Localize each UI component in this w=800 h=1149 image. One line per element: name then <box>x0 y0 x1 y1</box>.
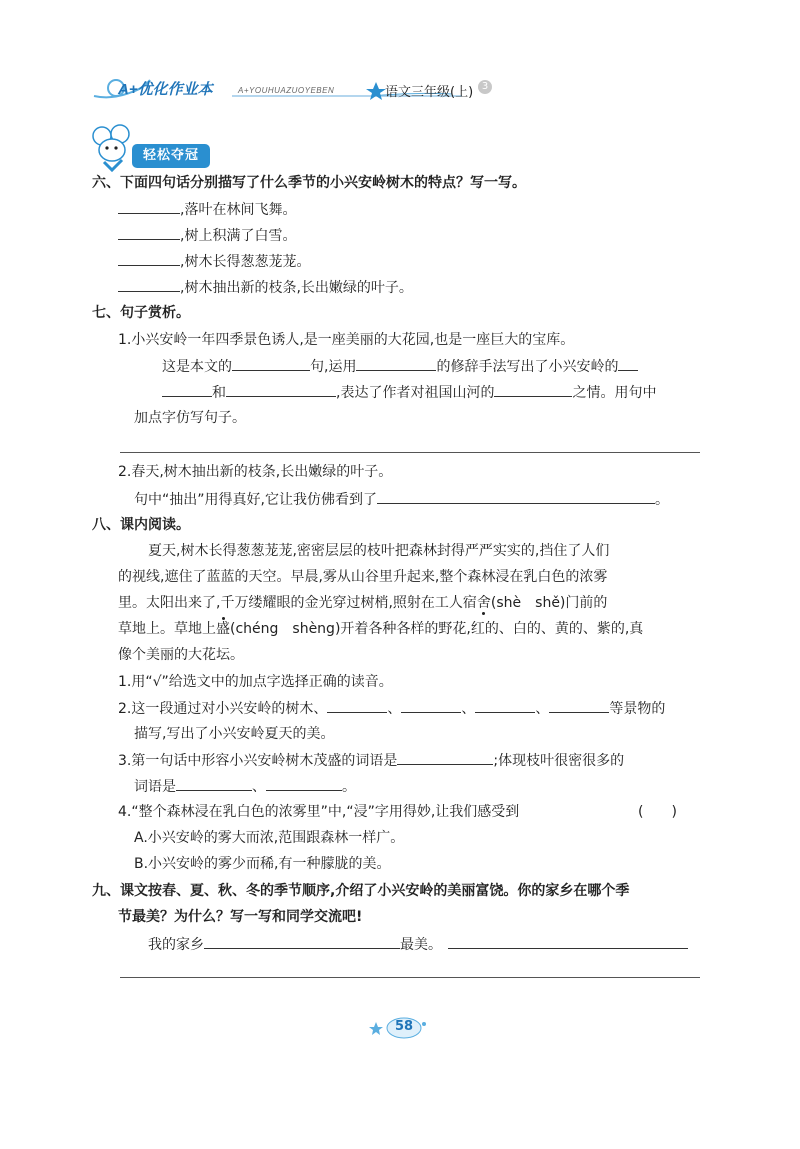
answer-blank[interactable] <box>266 776 342 791</box>
answer-blank[interactable] <box>356 356 436 371</box>
header-logo: A+优化作业本 <box>118 81 213 98</box>
header-subject: 语文三年级(上) <box>385 85 474 100</box>
answer-blank[interactable] <box>448 934 688 949</box>
option-b: B.小兴安岭的雾少而稀,有一种朦胧的美。 <box>134 856 391 872</box>
q7-s2-line: 句中“抽出”用得真好,它让我仿佛看到了 。 <box>134 489 669 510</box>
answer-blank[interactable] <box>162 382 212 397</box>
answer-blank[interactable] <box>118 199 180 214</box>
q8-item-1: 1.用“√”给选文中的加点字选择正确的读音。 <box>118 674 393 690</box>
section-badge: 轻松夺冠 <box>132 144 210 168</box>
answer-blank[interactable] <box>232 356 310 371</box>
q8-item-3: 3.第一句话中形容小兴安岭树木茂盛的词语是 ;体现枝叶很密很多的 <box>118 750 624 771</box>
page-number: 58 <box>394 1019 414 1034</box>
q8-passage-line-5: 像个美丽的大花坛。 <box>118 647 244 663</box>
answer-paren[interactable]: ( ) <box>638 804 677 820</box>
answer-blank[interactable] <box>549 698 609 713</box>
answer-blank[interactable] <box>176 776 252 791</box>
mouse-mascot-icon <box>88 124 136 172</box>
q6-line-4: ,树木抽出新的枝条,长出嫩绿的叶子。 <box>118 277 413 298</box>
dotted-char: 舍 <box>476 595 491 611</box>
answer-blank[interactable] <box>118 225 180 240</box>
answer-blank[interactable] <box>226 382 336 397</box>
answer-blank[interactable] <box>327 698 387 713</box>
answer-blank[interactable] <box>475 698 535 713</box>
q7-s1-line-a: 这是本文的 句,运用 的修辞手法写出了小兴安岭的 <box>162 356 638 377</box>
header-page-badge: 3 <box>478 80 492 94</box>
answer-line[interactable] <box>120 977 700 978</box>
q6-line-3: ,树木长得葱葱茏茏。 <box>118 251 310 272</box>
answer-blank[interactable] <box>118 277 180 292</box>
dotted-char: 盛 <box>216 621 230 637</box>
q7-title: 七、句子赏析。 <box>92 305 190 321</box>
answer-line[interactable] <box>120 452 700 453</box>
q8-item-4: 4.“整个森林浸在乳白色的浓雾里”中,“浸”字用得妙,让我们感受到 <box>118 804 520 820</box>
q6-line-2: ,树上积满了白雪。 <box>118 225 296 246</box>
header-logo-sub: A+YOUHUAZUOYEBEN <box>238 86 335 95</box>
q7-sentence-1: 1.小兴安岭一年四季景色诱人,是一座美丽的大花园,也是一座巨大的宝库。 <box>118 332 575 348</box>
q8-passage-line-4: 草地上。草地上盛(chéng shèng)开着各种各样的野花,红的、白的、黄的、紫的,真 <box>118 621 644 637</box>
q7-s1-line-c: 加点字仿写句子。 <box>134 410 246 426</box>
q7-sentence-2: 2.春天,树木抽出新的枝条,长出嫩绿的叶子。 <box>118 464 393 480</box>
option-a: A.小兴安岭的雾大而浓,范围跟森林一样广。 <box>134 830 405 846</box>
q8-item-3-cont: 词语是 、 。 <box>134 776 356 797</box>
answer-blank[interactable] <box>204 934 400 949</box>
q7-s1-line-b: 和 ,表达了作者对祖国山河的 之情。用句中 <box>162 382 656 403</box>
q9-title-line-2: 节最美？为什么？写一写和同学交流吧! <box>118 909 363 925</box>
q9-title-line-1: 九、课文按春、夏、秋、冬的季节顺序,介绍了小兴安岭的美丽富饶。你的家乡在哪个季 <box>92 883 630 899</box>
answer-blank[interactable] <box>401 698 461 713</box>
q6-line-1: ,落叶在林间飞舞。 <box>118 199 296 220</box>
q8-title: 八、课内阅读。 <box>92 517 190 533</box>
q8-item-2: 2.这一段通过对小兴安岭的树木、 、 、 、 等景物的 <box>118 698 665 719</box>
answer-blank[interactable] <box>494 382 572 397</box>
answer-blank[interactable] <box>377 489 655 504</box>
q8-item-2-cont: 描写,写出了小兴安岭夏天的美。 <box>134 726 335 742</box>
q8-passage-line-3: 里。太阳出来了,千万缕耀眼的金光穿过树梢,照射在工人宿舍(shè shě)门前的 <box>118 595 608 611</box>
answer-blank[interactable] <box>118 251 180 266</box>
q6-title: 六、下面四句话分别描写了什么季节的小兴安岭树木的特点？写一写。 <box>92 175 526 191</box>
answer-blank[interactable] <box>397 750 493 765</box>
q9-answer-line: 我的家乡 最美。 <box>148 934 688 955</box>
q8-passage-line-1: 夏天,树木长得葱葱茏茏,密密层层的枝叶把森林封得严严实实的,挡住了人们 <box>148 543 610 559</box>
q8-passage-line-2: 的视线,遮住了蓝蓝的天空。早晨,雾从山谷里升起来,整个森林浸在乳白色的浓雾 <box>118 569 608 585</box>
answer-blank[interactable] <box>618 356 638 371</box>
